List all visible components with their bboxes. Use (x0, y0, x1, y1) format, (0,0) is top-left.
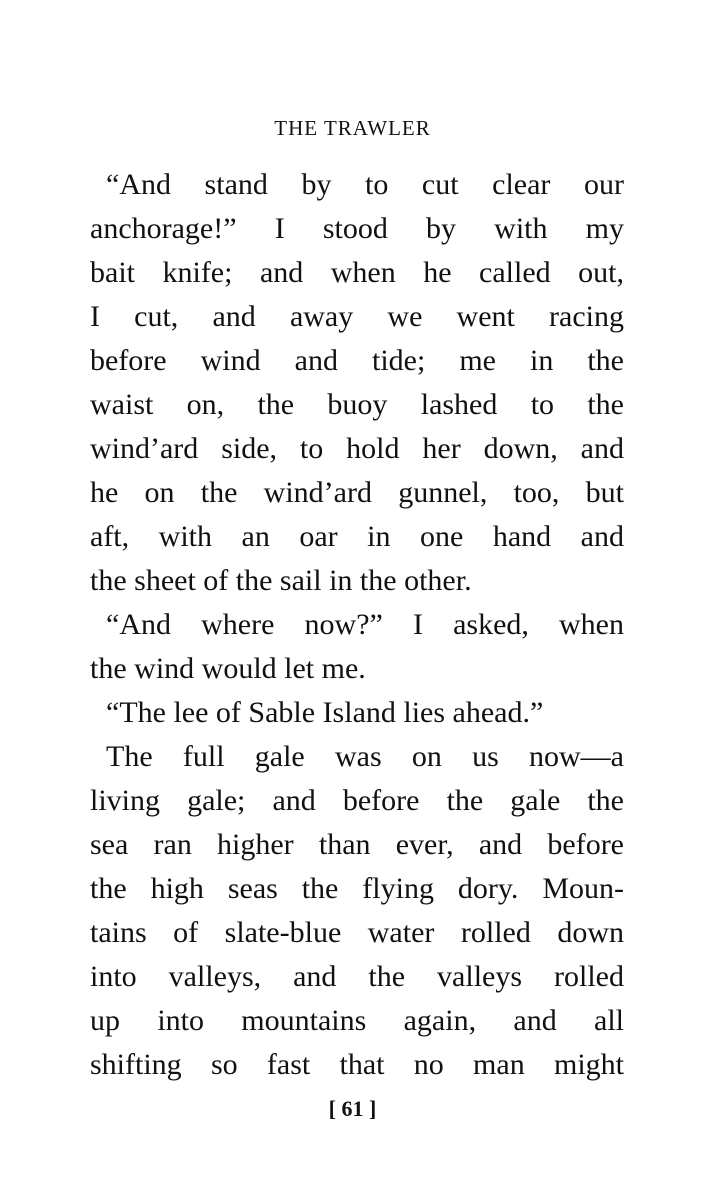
text-line: tains of slate-blue water rolled down (90, 916, 624, 949)
running-head: THE TRAWLER (274, 116, 431, 140)
text-line: shifting so fast that no man might (90, 1048, 624, 1081)
text-line: the wind would let me. (90, 652, 366, 685)
text-line: I cut, and away we went racing (90, 300, 624, 333)
text-line: wind’ard side, to hold her down, and (90, 432, 624, 465)
text-line: into valleys, and the valleys rolled (90, 960, 624, 993)
body-text (90, 163, 624, 1087)
text-line: before wind and tide; me in the (90, 344, 624, 377)
text-line: bait knife; and when he called out, (90, 256, 624, 289)
text-line: waist on, the buoy lashed to the (90, 388, 624, 421)
text-line: sea ran higher than ever, and before (90, 828, 624, 861)
text-line: The full gale was on us now—a (106, 740, 624, 773)
text-line: living gale; and before the gale the (90, 784, 624, 817)
text-line: “The lee of Sable Island lies ahead.” (106, 696, 544, 729)
text-line: anchorage!” I stood by with my (90, 212, 624, 245)
text-line: the high seas the flying dory. Moun- (90, 872, 624, 905)
text-line: “And where now?” I asked, when (106, 608, 624, 641)
text-line: he on the wind’ard gunnel, too, but (90, 476, 624, 509)
text-line: aft, with an oar in one hand and (90, 520, 624, 553)
text-line: the sheet of the sail in the other. (90, 564, 472, 597)
page-number: [ 61 ] (328, 1096, 377, 1121)
text-line: “And stand by to cut clear our (106, 168, 624, 201)
text-line: up into mountains again, and all (90, 1004, 624, 1037)
